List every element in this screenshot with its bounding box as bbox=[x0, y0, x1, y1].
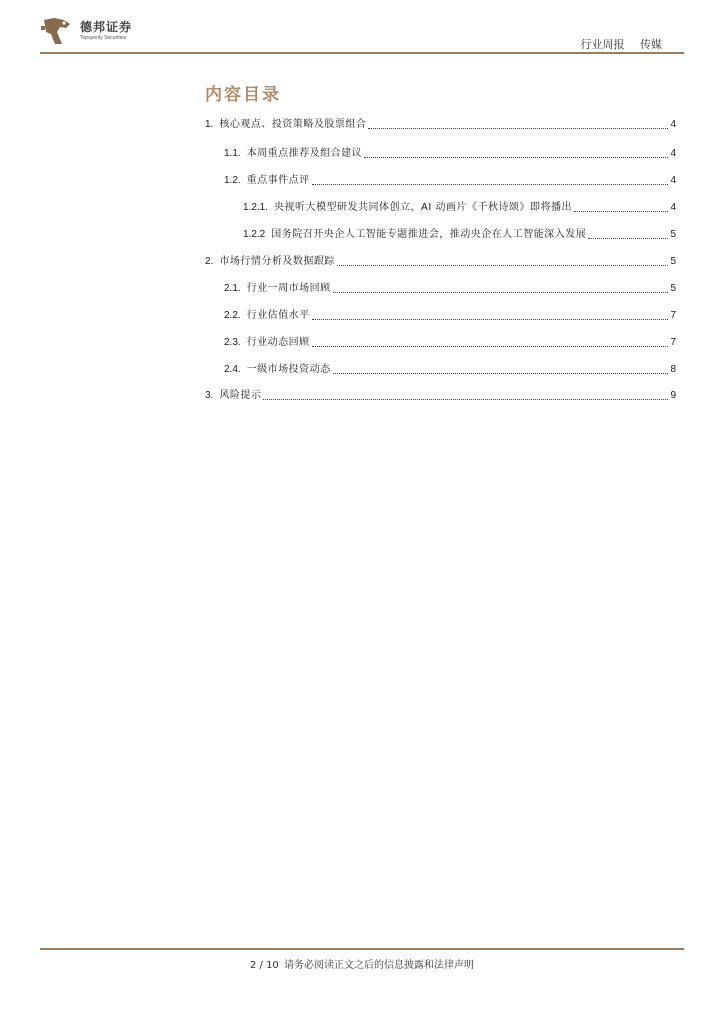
toc-leader-dots bbox=[368, 128, 668, 129]
brand-name: 德邦证券 bbox=[80, 20, 133, 34]
legal-disclaimer: 请务必阅读正文之后的信息披露和法律声明 bbox=[284, 960, 474, 971]
header-divider bbox=[40, 52, 684, 54]
toc-entry[interactable] bbox=[243, 201, 676, 215]
toc-entry-text: 核心观点、投资策略及股票组合 bbox=[219, 119, 367, 130]
toc-entry-page: 4 bbox=[670, 175, 676, 186]
toc-entry[interactable] bbox=[205, 118, 676, 132]
page-number: 2 / 10 bbox=[249, 960, 279, 971]
toc-entry[interactable] bbox=[224, 363, 676, 377]
toc-entry-page: 8 bbox=[670, 364, 676, 375]
toc-entry-number: 2.4. bbox=[224, 364, 241, 375]
toc-leader-dots bbox=[337, 265, 669, 266]
toc-entry-number: 1. bbox=[205, 119, 214, 130]
toc-leader-dots bbox=[574, 211, 668, 212]
toc-entry-number: 2.2. bbox=[224, 310, 241, 321]
toc-entry-page: 9 bbox=[670, 390, 676, 401]
toc-entry[interactable] bbox=[205, 389, 676, 403]
report-type: 行业周报 bbox=[580, 38, 625, 51]
toc-entry-page: 5 bbox=[670, 283, 676, 294]
brand-logo bbox=[40, 14, 160, 50]
toc-entry-page: 4 bbox=[670, 119, 676, 130]
toc-entry-page: 7 bbox=[670, 337, 676, 348]
toc-entry-page: 7 bbox=[670, 310, 676, 321]
brand-name-en: Topsperity Securities bbox=[80, 35, 127, 41]
toc-title: 内容目录 bbox=[205, 85, 281, 105]
toc-entry-number: 3. bbox=[205, 390, 214, 401]
toc-entry[interactable] bbox=[224, 174, 676, 188]
toc-entry[interactable] bbox=[224, 336, 676, 350]
toc-entry-number: 1.2.1. bbox=[243, 202, 269, 213]
toc-entry[interactable] bbox=[205, 255, 676, 269]
toc-entry[interactable] bbox=[224, 282, 676, 296]
toc-entry-text: 风险提示 bbox=[219, 390, 262, 401]
toc-entry-page: 4 bbox=[670, 148, 676, 159]
toc-entry-page: 4 bbox=[670, 202, 676, 213]
toc-entry-number: 2. bbox=[205, 256, 214, 267]
toc-entry-page: 5 bbox=[670, 256, 676, 267]
toc-leader-dots bbox=[312, 184, 669, 185]
toc-entry[interactable] bbox=[224, 309, 676, 323]
toc-entry-text: 国务院召开央企人工智能专题推进会，推动央企在人工智能深入发展 bbox=[271, 229, 587, 240]
toc-leader-dots bbox=[263, 399, 668, 400]
toc-leader-dots bbox=[333, 292, 669, 293]
toc-entry[interactable] bbox=[224, 147, 676, 161]
toc-entry-text: 一级市场投资动态 bbox=[246, 364, 331, 375]
toc-leader-dots bbox=[312, 346, 669, 347]
report-header bbox=[581, 36, 663, 52]
page-footer bbox=[0, 956, 724, 971]
toc-leader-dots bbox=[588, 238, 668, 239]
footer-divider bbox=[40, 948, 684, 950]
toc-entry-text: 重点事件点评 bbox=[246, 175, 310, 186]
toc-entry-text: 央视听大模型研发共同体创立，AI 动画片《千秋诗颂》即将播出 bbox=[274, 202, 572, 213]
toc-entry-text: 本周重点推荐及组合建议 bbox=[246, 148, 363, 159]
toc-entry-text: 市场行情分析及数据跟踪 bbox=[219, 256, 335, 267]
toc-entry-number: 1.1. bbox=[224, 148, 241, 159]
toc-entry-text: 行业估值水平 bbox=[246, 310, 310, 321]
report-sector: 传媒 bbox=[640, 38, 662, 51]
toc-entry-number: 1.2. bbox=[224, 175, 241, 186]
toc-entry-number: 2.3. bbox=[224, 337, 241, 348]
toc-leader-dots bbox=[364, 157, 668, 158]
toc-entry-text: 行业一周市场回顾 bbox=[246, 283, 331, 294]
toc-entry-page: 5 bbox=[670, 229, 676, 240]
toc-entry-text: 行业动态回顾 bbox=[246, 337, 310, 348]
toc-entry-number: 2.1. bbox=[224, 283, 241, 294]
toc-entry[interactable] bbox=[243, 228, 676, 242]
toc-leader-dots bbox=[333, 373, 669, 374]
toc-entry-number: 1.2.2 bbox=[243, 229, 266, 240]
toc-leader-dots bbox=[312, 319, 669, 320]
brand-logo-icon bbox=[40, 14, 74, 48]
